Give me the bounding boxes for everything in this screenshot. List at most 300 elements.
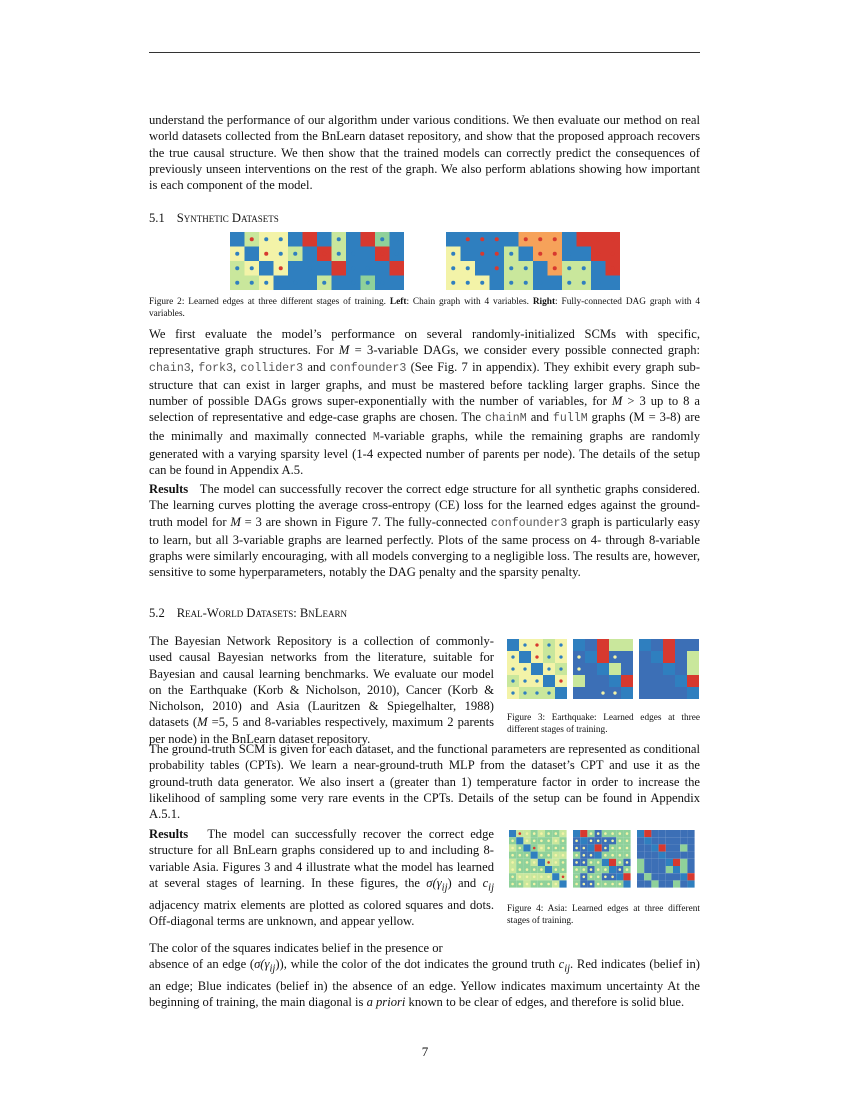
heatmap-cell xyxy=(666,830,673,837)
heatmap-cell xyxy=(687,880,694,887)
heatmap-cell xyxy=(577,247,592,262)
heatmap-dot xyxy=(590,832,593,835)
heatmap-dot xyxy=(547,667,550,670)
heatmap-dot xyxy=(523,679,526,682)
heatmap-dot xyxy=(250,237,254,241)
heatmap-dot xyxy=(626,840,629,843)
heatmap-dot xyxy=(395,252,399,256)
heatmap-dot xyxy=(308,266,312,270)
heatmap-cell xyxy=(639,663,651,675)
heatmap-dot xyxy=(555,854,558,857)
figure-3-caption: Figure 3: Earthquake: Learned edges at three different stages of training. xyxy=(507,713,700,735)
heatmap-dot xyxy=(538,237,542,241)
heatmap-dot xyxy=(547,883,550,886)
heatmap-dot xyxy=(523,667,526,670)
heatmap-cell xyxy=(673,844,680,851)
heatmap-dot xyxy=(596,237,600,241)
heatmap-dot xyxy=(526,868,529,871)
heatmap-dot xyxy=(626,854,629,857)
heatmap-dot xyxy=(562,847,565,850)
heatmap-dot xyxy=(526,876,529,879)
heatmap-cell xyxy=(621,675,633,687)
heatmap-cell xyxy=(597,651,609,663)
heatmap-cell xyxy=(461,247,476,262)
heatmap-dot xyxy=(590,868,593,871)
heatmap-cell xyxy=(555,687,567,699)
figure-2-left-heatmaps xyxy=(230,232,405,290)
heatmap-cell xyxy=(687,837,694,844)
heatmap-dot xyxy=(547,854,550,857)
heatmap-dot xyxy=(604,854,607,857)
heatmap-dot xyxy=(235,281,239,285)
heatmap-cell xyxy=(680,880,687,887)
heatmap-dot xyxy=(611,252,615,256)
heatmap-dot xyxy=(619,854,622,857)
section-title: Real-World Datasets: BnLearn xyxy=(176,606,347,620)
heatmap-dot xyxy=(466,281,470,285)
heatmap-dot xyxy=(555,868,558,871)
heatmap-dot xyxy=(511,840,514,843)
heatmap-dot xyxy=(495,237,499,241)
heatmap-dot xyxy=(583,876,586,879)
heatmap-cell xyxy=(621,687,633,699)
heatmap-cell xyxy=(523,844,530,851)
heatmap-dot xyxy=(559,667,562,670)
heatmap-dot xyxy=(511,854,514,857)
heatmap-dot xyxy=(597,883,600,886)
heatmap-dot xyxy=(604,876,607,879)
section-5-1-heading xyxy=(149,211,279,226)
heatmap-dot xyxy=(582,237,586,241)
heatmap-dot xyxy=(577,655,580,658)
heatmap-dot xyxy=(555,861,558,864)
heatmap-dot xyxy=(509,281,513,285)
heatmap-dot xyxy=(322,237,326,241)
heatmap-dot xyxy=(526,832,529,835)
paragraph-results-synthetic: Results The model can successfully recover the correct edge structure for all synthetic graphs considered. The learning curves plotting the average cross-entropy (CE) loss for the learned edges against the ground-truth model for M = 3 are shown in Figure 7. The fully-connected confounder3 graph is particularly easy to learn, but all 3-variable graphs are learned perfectly. Plots of the same process on 4- through 8-variable graphs were similarly encouraging, with all models converging to a negligible loss. The results are, however, sensitive to some hyperparameters, notably the DAG penalty and the sparsity penalty. xyxy=(149,482,700,580)
heatmap-cell xyxy=(673,837,680,844)
figure-4-caption: Figure 4: Asia: Learned edges at three different stages of training. xyxy=(507,904,700,926)
heatmap-cell xyxy=(651,852,658,859)
heatmap-cell xyxy=(475,261,490,276)
heatmap-dot xyxy=(540,847,543,850)
heatmap-dot xyxy=(540,854,543,857)
heatmap-dot xyxy=(675,861,678,864)
heatmap-dot xyxy=(540,876,543,879)
page-number: 7 xyxy=(421,1044,429,1059)
heatmap-cell xyxy=(659,837,666,844)
heatmap-dot xyxy=(337,237,341,241)
heatmap-dot xyxy=(533,876,536,879)
heatmap-cell xyxy=(519,247,534,262)
heatmap-cell xyxy=(230,232,245,247)
heatmap-cell xyxy=(597,675,609,687)
heatmap-cell xyxy=(659,859,666,866)
heatmap-dot xyxy=(540,832,543,835)
heatmap-dot xyxy=(583,868,586,871)
heatmap-dot xyxy=(583,861,586,864)
heatmap-dot xyxy=(526,883,529,886)
heatmap-cell xyxy=(585,651,597,663)
heatmap-cell xyxy=(361,247,376,262)
heatmap-dot xyxy=(690,876,693,879)
heatmap-cell xyxy=(621,663,633,675)
heatmap-dot xyxy=(626,847,629,850)
heatmap-cell xyxy=(680,844,687,851)
heatmap-dot xyxy=(293,281,297,285)
heatmap-cell xyxy=(659,830,666,837)
heatmap-cell xyxy=(675,639,687,651)
heatmap-dot xyxy=(279,237,283,241)
heatmap-dot xyxy=(380,237,384,241)
figure-2-right-heatmaps xyxy=(446,232,621,290)
heatmap-dot xyxy=(547,876,550,879)
heatmap-dot xyxy=(322,252,326,256)
heatmap-dot xyxy=(626,868,629,871)
figure-4-heatmaps xyxy=(509,830,703,890)
heatmap-cell xyxy=(663,675,675,687)
heatmap-dot xyxy=(519,847,522,850)
heatmap-dot xyxy=(611,861,614,864)
heatmap-dot xyxy=(604,847,607,850)
heatmap-dot xyxy=(540,840,543,843)
heatmap-cell xyxy=(637,837,644,844)
paragraph-color-legend: absence of an edge $(\sigma(\gamma_{ij}))$, while the color of the dot indicates the ground truth $c_{ij}$. Red indicates (belief in) an edge; Blue indicates (belief in) the absence of an edge. Yellow indicates maximum uncertainty At the beginning of training, the main diagonal is a priori known to be clear of edges, and therefore is solid blue. xyxy=(149,957,700,1010)
heatmap-dot xyxy=(466,266,470,270)
heatmap-dot xyxy=(526,861,529,864)
heatmap-dot xyxy=(279,252,283,256)
heatmap-dot xyxy=(590,883,593,886)
heatmap-dot xyxy=(619,868,622,871)
heatmap-cell xyxy=(666,844,673,851)
heatmap-cell xyxy=(573,830,580,837)
heatmap-cell xyxy=(651,866,658,873)
heatmap-dot xyxy=(523,643,526,646)
heatmap-dot xyxy=(590,876,593,879)
heatmap-cell xyxy=(644,880,651,887)
heatmap-cell xyxy=(673,830,680,837)
heatmap-cell xyxy=(651,880,658,887)
heatmap-cell xyxy=(545,866,552,873)
heatmap-cell xyxy=(659,866,666,873)
heatmap-cell xyxy=(637,880,644,887)
heatmap-cell xyxy=(245,247,260,262)
heatmap-dot xyxy=(626,876,629,879)
heatmap-cell xyxy=(666,866,673,873)
heatmap-cell xyxy=(639,639,651,651)
heatmap-dot xyxy=(583,854,586,857)
heatmap-cell xyxy=(637,873,644,880)
heatmap-cell xyxy=(509,830,516,837)
heatmap-dot xyxy=(596,252,600,256)
heatmap-dot xyxy=(524,281,528,285)
heatmap-dot xyxy=(526,840,529,843)
heatmap-cell xyxy=(687,687,699,699)
heatmap-dot xyxy=(611,840,614,843)
heatmap-cell xyxy=(659,873,666,880)
heatmap-cell xyxy=(597,639,609,651)
heatmap-dot xyxy=(575,854,578,857)
heatmap-dot xyxy=(308,237,312,241)
heatmap-dot xyxy=(619,883,622,886)
heatmap-dot xyxy=(293,252,297,256)
heatmap-cell xyxy=(591,261,606,276)
heatmap-dot xyxy=(601,691,604,694)
heatmap-cell xyxy=(390,276,405,291)
heatmap-cell xyxy=(651,687,663,699)
heatmap-dot xyxy=(337,252,341,256)
heatmap-dot xyxy=(538,252,542,256)
heatmap-dot xyxy=(511,868,514,871)
heatmap-cell xyxy=(533,261,548,276)
heatmap-cell xyxy=(507,639,519,651)
heatmap-dot xyxy=(519,861,522,864)
heatmap-dot xyxy=(590,854,593,857)
heatmap-dot xyxy=(235,266,239,270)
heatmap-dot xyxy=(611,237,615,241)
heatmap-dot xyxy=(451,252,455,256)
heatmap-dot xyxy=(511,847,514,850)
heatmap-dot xyxy=(533,868,536,871)
section-number: 5.2 xyxy=(149,606,165,620)
heatmap-dot xyxy=(547,847,550,850)
heatmap-cell xyxy=(531,852,538,859)
heatmap-dot xyxy=(611,883,614,886)
heatmap-dot xyxy=(533,883,536,886)
heatmap-dot xyxy=(619,861,622,864)
heatmap-dot xyxy=(293,266,297,270)
heatmap-dot xyxy=(451,266,455,270)
heatmap-cell xyxy=(621,639,633,651)
heatmap-dot xyxy=(611,854,614,857)
header-rule xyxy=(149,52,700,53)
heatmap-cell xyxy=(651,837,658,844)
heatmap-cell xyxy=(687,852,694,859)
heatmap-cell xyxy=(609,675,621,687)
heatmap-dot xyxy=(597,861,600,864)
heatmap-cell xyxy=(585,639,597,651)
heatmap-cell xyxy=(552,873,559,880)
heatmap-cell xyxy=(659,852,666,859)
heatmap-dot xyxy=(562,840,565,843)
heatmap-cell xyxy=(562,232,577,247)
heatmap-cell xyxy=(687,844,694,851)
heatmap-cell xyxy=(666,873,673,880)
heatmap-cell xyxy=(637,852,644,859)
heatmap-dot xyxy=(533,840,536,843)
heatmap-dot xyxy=(583,847,586,850)
intro-paragraph: understand the performance of our algorithm under various conditions. We then evaluate our method on real world datasets collected from the BnLearn dataset repository, and show that the proposed approach recovers the true causal structure. We then show that the trained models can correctly predict the consequences of previously unseen interventions on the rest of the graph. We also perform ablations showing how important is each component of the model. xyxy=(149,113,700,193)
heatmap-cell xyxy=(651,675,663,687)
heatmap-cell xyxy=(446,232,461,247)
heatmap-dot xyxy=(533,861,536,864)
heatmap-dot xyxy=(524,266,528,270)
heatmap-cell xyxy=(644,852,651,859)
heatmap-cell xyxy=(673,873,680,880)
heatmap-dot xyxy=(559,643,562,646)
heatmap-cell xyxy=(663,639,675,651)
heatmap-cell xyxy=(621,651,633,663)
heatmap-cell xyxy=(666,880,673,887)
heatmap-dot xyxy=(322,281,326,285)
heatmap-cell xyxy=(580,837,587,844)
heatmap-cell xyxy=(666,837,673,844)
heatmap-cell xyxy=(666,859,673,866)
heatmap-dot xyxy=(575,876,578,879)
heatmap-cell xyxy=(609,639,621,651)
heatmap-cell xyxy=(616,873,623,880)
heatmap-dot xyxy=(366,281,370,285)
heatmap-cell xyxy=(585,687,597,699)
heatmap-dot xyxy=(604,840,607,843)
heatmap-dot xyxy=(604,832,607,835)
heatmap-cell xyxy=(531,663,543,675)
heatmap-dot xyxy=(480,237,484,241)
heatmap-cell xyxy=(651,844,658,851)
heatmap-dot xyxy=(567,266,571,270)
figure-2-caption: Figure 2: Learned edges at three different stages of training. Left: Chain graph with 4 variables. Right: Fully-connected DAG graph with 4 variables. xyxy=(149,297,700,319)
heatmap-dot xyxy=(547,861,550,864)
heatmap-dot xyxy=(611,876,614,879)
heatmap-cell xyxy=(675,675,687,687)
heatmap-dot xyxy=(538,281,542,285)
heatmap-dot xyxy=(583,883,586,886)
heatmap-cell xyxy=(637,859,644,866)
heatmap-cell xyxy=(663,663,675,675)
heatmap-dot xyxy=(480,252,484,256)
heatmap-cell xyxy=(687,830,694,837)
heatmap-cell xyxy=(317,261,332,276)
heatmap-dot xyxy=(533,832,536,835)
heatmap-dot xyxy=(619,847,622,850)
heatmap-dot xyxy=(582,281,586,285)
heatmap-dot xyxy=(535,643,538,646)
heatmap-dot xyxy=(519,832,522,835)
heatmap-dot xyxy=(511,883,514,886)
heatmap-dot xyxy=(264,237,268,241)
heatmap-dot xyxy=(547,643,550,646)
heatmap-dot xyxy=(547,840,550,843)
heatmap-dot xyxy=(380,281,384,285)
results-heading: Results xyxy=(149,827,189,841)
heatmap-cell xyxy=(559,880,566,887)
heatmap-cell xyxy=(651,639,663,651)
heatmap-dot xyxy=(519,876,522,879)
heatmap-dot xyxy=(590,861,593,864)
heatmap-dot xyxy=(559,655,562,658)
heatmap-cell xyxy=(573,639,585,651)
heatmap-dot xyxy=(519,883,522,886)
heatmap-dot xyxy=(611,266,615,270)
heatmap-dot xyxy=(619,840,622,843)
heatmap-cell xyxy=(651,663,663,675)
heatmap-cell xyxy=(587,844,594,851)
heatmap-dot xyxy=(235,252,239,256)
heatmap-dot xyxy=(559,679,562,682)
heatmap-dot xyxy=(562,832,565,835)
heatmap-cell xyxy=(623,880,630,887)
heatmap-cell xyxy=(687,639,699,651)
heatmap-cell xyxy=(346,232,361,247)
heatmap-cell xyxy=(637,866,644,873)
heatmap-cell xyxy=(663,687,675,699)
heatmap-dot xyxy=(597,876,600,879)
heatmap-dot xyxy=(611,847,614,850)
heatmap-dot xyxy=(535,655,538,658)
heatmap-cell xyxy=(663,651,675,663)
heatmap-cell xyxy=(651,859,658,866)
heatmap-dot xyxy=(555,883,558,886)
heatmap-dot xyxy=(351,281,355,285)
heatmap-cell xyxy=(644,873,651,880)
heatmap-cell xyxy=(504,232,519,247)
heatmap-dot xyxy=(511,861,514,864)
heatmap-dot xyxy=(535,679,538,682)
heatmap-dot xyxy=(626,861,629,864)
heatmap-dot xyxy=(647,832,650,835)
heatmap-dot xyxy=(480,281,484,285)
heatmap-dot xyxy=(351,252,355,256)
heatmap-cell xyxy=(675,663,687,675)
heatmap-dot xyxy=(597,847,600,850)
heatmap-dot xyxy=(509,252,513,256)
heatmap-cell xyxy=(637,830,644,837)
heatmap-dot xyxy=(611,832,614,835)
heatmap-cell xyxy=(659,880,666,887)
heatmap-cell xyxy=(687,663,699,675)
heatmap-dot xyxy=(495,266,499,270)
heatmap-dot xyxy=(524,237,528,241)
heatmap-cell xyxy=(573,675,585,687)
heatmap-dot xyxy=(511,691,514,694)
heatmap-cell xyxy=(573,687,585,699)
heatmap-dot xyxy=(626,832,629,835)
heatmap-dot xyxy=(337,266,341,270)
heatmap-cell xyxy=(490,276,505,291)
heatmap-dot xyxy=(451,281,455,285)
heatmap-dot xyxy=(567,281,571,285)
heatmap-cell xyxy=(585,663,597,675)
heatmap-dot xyxy=(380,252,384,256)
paragraph-square-color: The color of the squares indicates belief in the presence or xyxy=(149,941,443,955)
heatmap-dot xyxy=(597,868,600,871)
heatmap-dot xyxy=(511,655,514,658)
heatmap-dot xyxy=(553,266,557,270)
heatmap-dot xyxy=(250,266,254,270)
paragraph-synthetic: We first evaluate the model’s performance on several randomly-initialized SCMs with specific, representative graph structures. For M = 3-variable DAGs, we consider every possible connected graph: chain3, fork3, collider3 and confounder3 (See Fig. 7 in appendix). They exhibit every graph sub-structure that can exist in larger graphs, and must be mastered before tackling larger graphs. Since the number of possible DAGs grows super-exponentially with the number of variables, for M > 3 up to 8 a selection of representative and edge-case graphs are chosen. The chainM and fullM graphs (M = 3-8) are the minimally and maximally connected M-variable graphs, while the remaining graphs are randomly generated with a varying sparsity level (1-4 expected number of parents per node). The details of the setup can be found in Appendix A.5. xyxy=(149,327,701,478)
section-number: 5.1 xyxy=(149,211,165,225)
heatmap-cell xyxy=(303,247,318,262)
paragraph-results-bnlearn: Results The model can successfully recover the correct edge structure for all BnLearn graphs considered up to and including 8-variable Asia. Figures 3 and 4 illustrate what the model has learned at several stages of learning. In these figures, the $\sigma(\gamma_{ij})$ and $c_{ij}$ adjacency matrix elements are plotted as colored squares and dots. Off-diagonal terms are unknown, and appear yellow. xyxy=(149,827,495,928)
heatmap-dot xyxy=(511,679,514,682)
heatmap-dot xyxy=(604,883,607,886)
heatmap-dot xyxy=(604,868,607,871)
heatmap-cell xyxy=(666,852,673,859)
heatmap-dot xyxy=(575,868,578,871)
heatmap-cell xyxy=(675,651,687,663)
heatmap-cell xyxy=(680,859,687,866)
heatmap-dot xyxy=(567,252,571,256)
heatmap-cell xyxy=(639,651,651,663)
heatmap-cell xyxy=(687,651,699,663)
heatmap-dot xyxy=(264,281,268,285)
heatmap-dot xyxy=(661,847,664,850)
heatmap-cell xyxy=(644,859,651,866)
heatmap-cell xyxy=(538,859,545,866)
heatmap-dot xyxy=(535,691,538,694)
heatmap-cell xyxy=(259,261,274,276)
heatmap-dot xyxy=(540,883,543,886)
